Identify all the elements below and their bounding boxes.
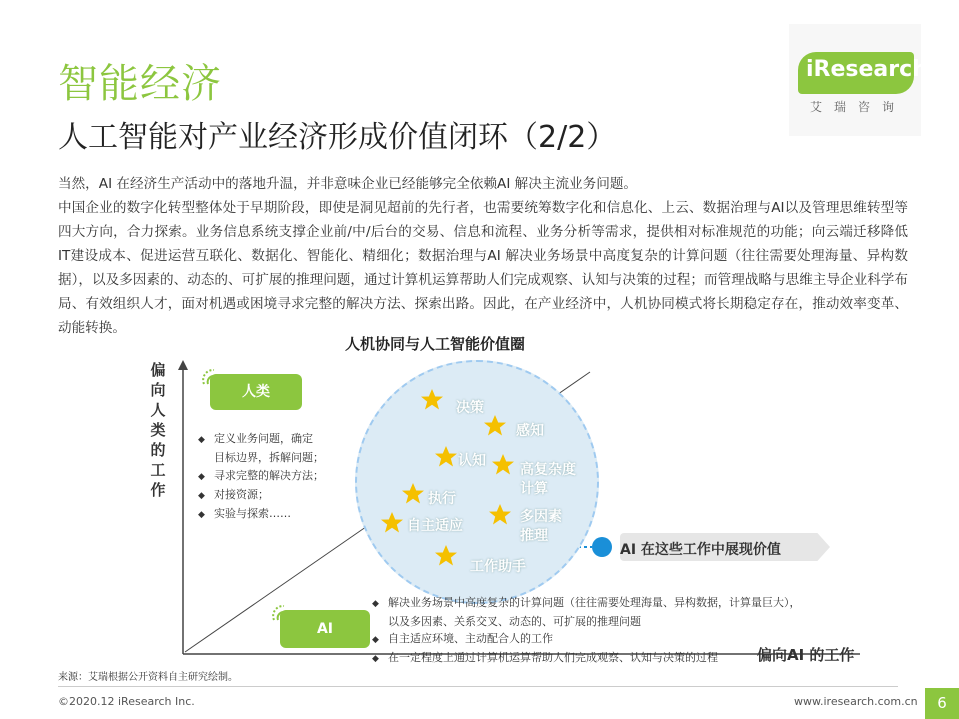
list-item: 以及多因素、关系交叉、动态的、可扩展的推理问题 [388,615,641,628]
star-icon [489,504,511,525]
circle-label-self-adapt: 自主适应 [407,518,463,534]
copyright: ©2020.12 iResearch Inc. [58,695,195,708]
callout-text: AI 在这些工作中展现价值 [620,542,781,558]
list-item: ◆ 定义业务问题，确定 [198,432,313,445]
footer-divider [58,686,898,687]
circle-label-multi-1: 多因素 [520,509,562,525]
list-item: ◆ 在一定程度上通过计算机运算帮助人们完成观察、认知与决策的过程 [372,651,718,664]
paragraph-1: 当然，AI 在经济生产活动中的落地升温，并非意味企业已经能够完全依赖AI 解决主流业务问题。 [58,176,638,192]
star-icon [421,389,443,410]
logo-brand: iResearch [806,57,928,82]
list-item: ◆ 寻求完整的解决方法； [198,469,324,482]
circle-label-complex-2: 计算 [520,481,548,497]
circle-label-execution: 执行 [428,491,456,507]
logo-chinese: 艾瑞咨询 [810,100,907,114]
star-icon [492,454,514,475]
star-icon [402,483,424,504]
x-axis-label: 偏向AI 的工作 [757,646,855,664]
list-item: ◆ 实验与探索…… [198,507,291,520]
list-item: ◆ 自主适应环境、主动配合人的工作 [372,632,553,645]
star-icon [435,545,457,566]
ai-task-list [372,594,801,668]
slide-title: 人工智能对产业经济形成价值闭环（2/2） [58,120,617,155]
page-number: 6 [925,688,959,719]
star-icon [484,415,506,436]
human-tag: 人类 [210,374,302,410]
website-link[interactable]: www.iresearch.com.cn [794,695,918,708]
source-note: 来源：艾瑞根据公开资料自主研究绘制。 [58,672,238,683]
y-axis-label: 偏向人类的工作 [150,361,166,499]
circle-label-multi-2: 推理 [520,528,548,544]
circle-label-complex-1: 高复杂度 [520,462,576,478]
paragraph-2: 中国企业的数字化转型整体处于早期阶段，即使是洞见超前的先行者，也需要统筹数字化和信息化、上云、数据治理与AI以及管理思维转型等四大方向，合力探索。业务信息系统支撑企业前/中/后台的交易、信息和流程、业务分析等需求，提供相对标准规范的功能；向云端迁移降低IT建设成本、促进运营互联化、数据化、智能化、精细化；数据治理与AI 解决业务场景中高度复杂的计算问题（往往需要处理海量、异构数据），以及多因素的、动态的、可扩展的推理问题，通过计算机运算帮助人们完成观察、认知与决策的过程；而管理战略与思维主导企业科学布局、有效组织人才，面对机遇或困境寻求完整的解决方法、探索出路。因此，在产业经济中，人机协同模式将长期稳定存在，推动效率变革、动能转换。 [58,200,908,336]
ai-tag: AI [280,610,370,648]
chart-title: 人机协同与人工智能价值圈 [345,335,526,353]
callout-dot-icon [592,537,612,557]
circle-label-cognition: 认知 [458,453,486,469]
list-item: 目标边界，拆解问题； [214,451,324,464]
circle-label-decision: 决策 [456,400,484,416]
star-icon [381,512,403,533]
circle-label-perception: 感知 [516,423,544,439]
list-item: ◆ 解决业务场景中高度复杂的计算问题（往往需要处理海量、异构数据，计算量巨大）， [372,596,801,609]
section-title: 智能经济 [58,61,222,107]
star-icon [435,446,457,467]
circle-label-assistant: 工作助手 [470,559,526,575]
list-item: ◆ 对接资源； [198,488,269,501]
